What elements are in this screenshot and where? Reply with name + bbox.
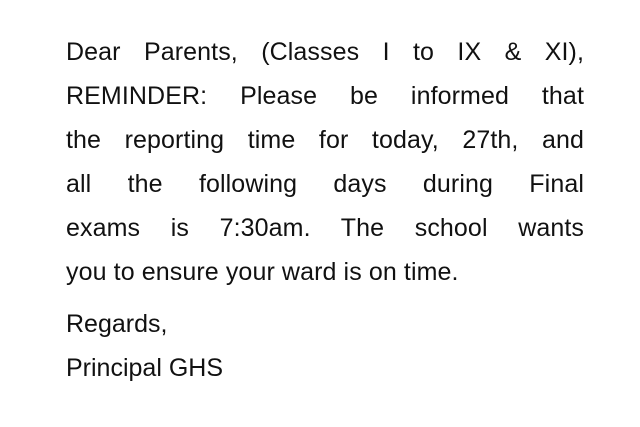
notice-signoff-line: Principal GHS	[66, 354, 223, 382]
notice-signoff-line: Regards,	[66, 310, 168, 338]
notice-body-line: all the following days during Final	[66, 170, 584, 198]
notice-body-line: the reporting time for today, 27th, and	[66, 126, 584, 154]
notice-body	[66, 30, 584, 294]
notice-signoff	[66, 294, 584, 390]
notice-body-line: Dear Parents, (Classes I to IX & XI),	[66, 38, 584, 66]
notice-body-line: you to ensure your ward is on time.	[66, 258, 459, 286]
notice-body-line: REMINDER: Please be informed that	[66, 82, 584, 110]
notice-body-line: exams is 7:30am. The school wants	[66, 214, 584, 242]
